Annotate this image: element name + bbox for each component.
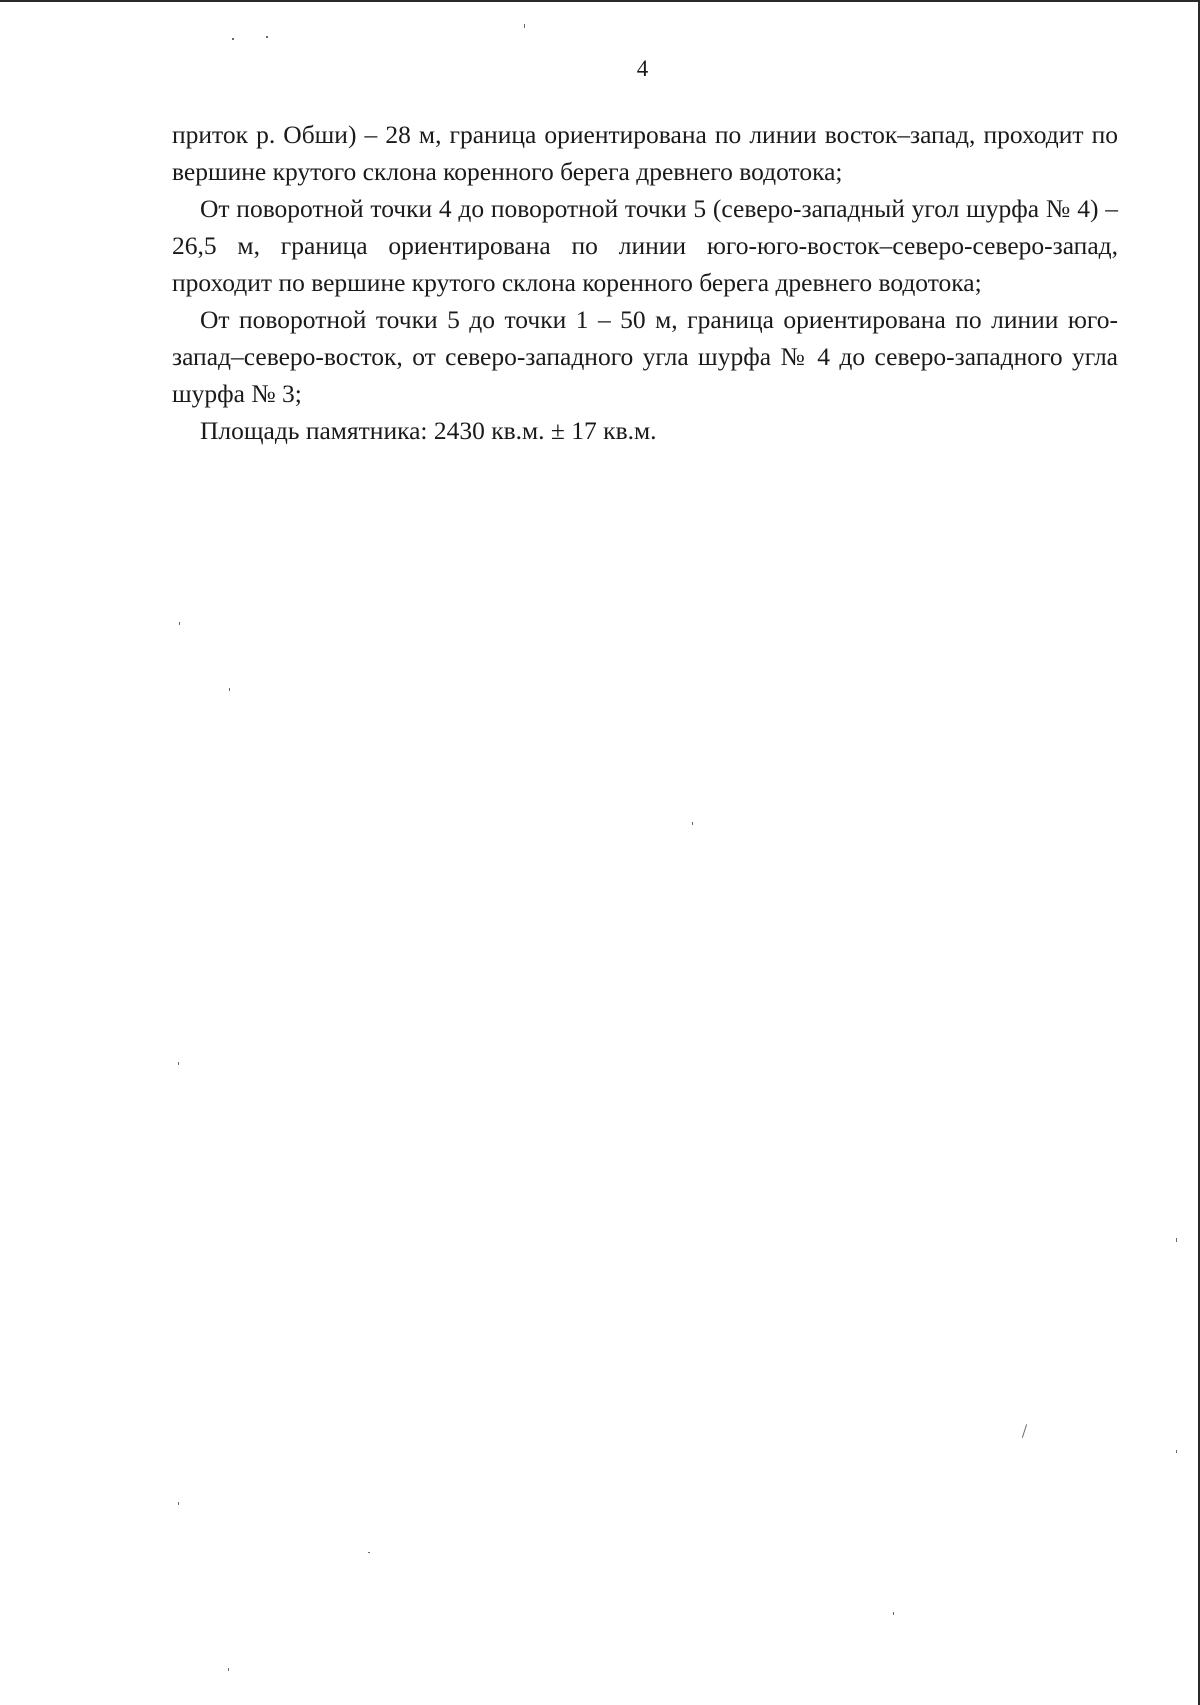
paragraph-continuation: приток р. Обши) – 28 м, граница ориентирована по линии восток–запад, проходит по вершине крутого склона коренного берега древнего водотока; — [172, 120, 1118, 186]
paragraph-point-5-to-1: От поворотной точки 5 до точки 1 – 50 м, граница ориентирована по линии юго-запад–северо-восток, от северо-западного угла шурфа № 4 до северо-западного угла шурфа № 3; — [172, 305, 1118, 408]
scan-speck — [368, 1552, 370, 1553]
paragraph-monument-area: Площадь памятника: 2430 кв.м. ± 17 кв.м. — [200, 416, 657, 445]
scan-speck — [178, 1502, 179, 1505]
scan-speck — [179, 622, 180, 625]
scan-speck — [266, 36, 268, 38]
scan-speck — [692, 822, 693, 825]
document-body — [172, 116, 1118, 449]
scan-speck — [232, 38, 234, 40]
scan-speck — [229, 688, 230, 691]
scan-speck — [1022, 1424, 1027, 1438]
scan-speck — [524, 24, 525, 28]
scan-speck — [178, 1062, 179, 1065]
scan-speck — [1176, 1238, 1177, 1242]
paragraph-point-4-to-5: От поворотной точки 4 до поворотной точки 5 (северо-западный угол шурфа № 4) – 26,5 м, граница ориентирована по линии юго-юго-восток–северо-северо-запад, проходит по вершине крутого склона коренного берега древнего водотока; — [172, 194, 1118, 297]
scan-speck — [1176, 1450, 1177, 1453]
scan-speck — [893, 1612, 894, 1615]
scan-speck — [228, 1668, 229, 1671]
page-number: 4 — [636, 56, 649, 81]
